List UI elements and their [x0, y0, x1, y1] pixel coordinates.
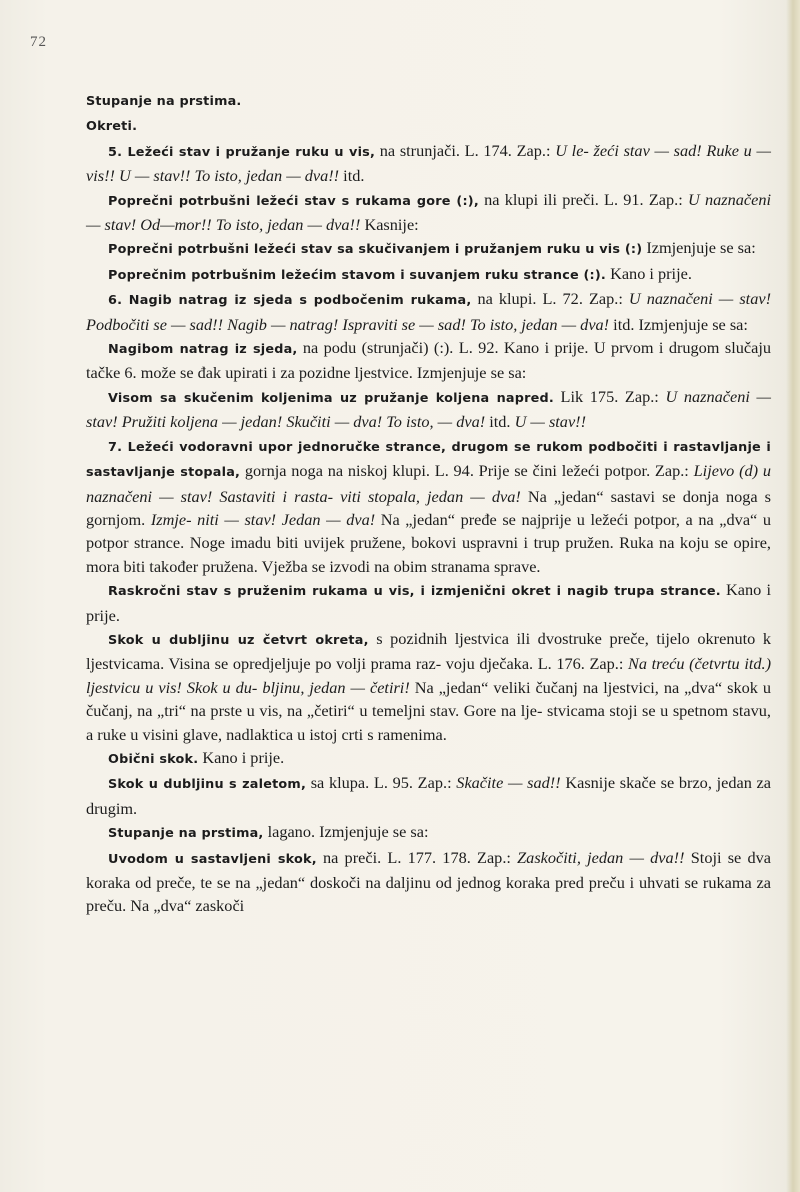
body-text: itd. — [485, 412, 515, 432]
body-text: Kasnije: — [360, 215, 419, 235]
paragraph — [86, 336, 771, 385]
exercise-heading: Visom sa skučenim koljenima uz pružanje koljena napred. — [108, 390, 554, 406]
body-text: sa klupa. L. 95. Zap.: — [306, 773, 457, 793]
exercise-heading: 7. Ležeći vodoravni upor jednoručke strance, drugom se rukom podbočiti i rastavljanje i sastavljanje stopala, — [86, 439, 771, 481]
paragraph — [86, 236, 771, 261]
body-text: Na „jedan“ veliki čučanj na ljestvici, na „dva“ skok u čučanj, na „tri“ na prste u vis, na „četiri“ u temeljni stav. Gore na lje- stvicama stoji se u spetnom stavu, a ruke u visini glave, nadlaktica u istoj crti s ramenima. — [86, 677, 771, 744]
body-text: Kano i prije. — [606, 263, 692, 283]
paragraph — [86, 385, 771, 434]
exercise-heading: Stupanje na prstima, — [108, 826, 264, 842]
body-text: Na „jedan“ pređe se najprije u ležeći potpor, a na „dva“ u potpor strance. Noge imadu biti uvijek pružene, bokovi uspravni i trup pružen. Ruka na koju se opire, mora biti također pružena. Vježba se izvodi na obim stranama sprave. — [86, 509, 771, 576]
paragraph — [86, 771, 771, 820]
exercise-heading: Skok u dubljinu uz četvrt okreta, — [108, 632, 369, 648]
body-text: gornja noga na niskoj klupi. L. 94. Prije se čini ležeći potpor. Zap.: — [240, 461, 694, 481]
body-text: Stoji se dva koraka od preče, te se na „jedan“ doskoči na daljinu od jednog koraka pred preču i uhvati se rukama za preču. Na „dva“ zaskoči — [86, 847, 771, 916]
page-number: 72 — [30, 34, 47, 50]
command-text: U le- žeći stav — sad! Ruke u — vis!! U — stav!! To isto, jedan — dva!! — [86, 140, 771, 186]
paragraph — [86, 820, 771, 845]
paragraph — [86, 846, 771, 918]
exercise-heading: Stupanje na prstima. — [86, 94, 242, 109]
paragraph — [86, 88, 771, 113]
paragraph — [86, 113, 771, 138]
body-text: Lik 175. Zap.: — [553, 386, 666, 406]
body-text: na klupi ili preči. L. 91. Zap.: — [478, 189, 688, 209]
paragraph — [86, 434, 771, 578]
body-text: lagano. Izmjenjuje se sa: — [263, 822, 429, 842]
paragraph — [86, 139, 771, 188]
body-text: na klupi. L. 72. Zap.: — [471, 289, 629, 309]
body-text: na strunjači. L. 174. Zap.: — [375, 140, 556, 160]
exercise-heading: 6. Nagib natrag iz sjeda s podbočenim rukama, — [108, 293, 472, 309]
paragraph — [86, 578, 771, 627]
exercise-heading: Poprečni potrbušni ležeći stav sa skučivanjem i pružanjem ruku u vis (:) — [108, 242, 643, 258]
command-text: Izmje- niti — stav! Jedan — dva! — [150, 509, 376, 529]
paragraph — [86, 627, 771, 746]
exercise-heading: Poprečnim potrbušnim ležećim stavom i suvanjem ruku strance (:). — [108, 267, 606, 283]
command-text: Zaskočiti, jedan — dva!! — [517, 847, 685, 867]
page-edge-shadow — [786, 0, 800, 1192]
body-text: itd. — [339, 166, 365, 186]
body-text: Izmjenjuje se sa: — [642, 238, 756, 258]
body-text: na preči. L. 177. 178. Zap.: — [316, 847, 518, 867]
command-text: Lijevo (d) u naznačeni — stav! Sastaviti i rasta- viti stopala, jedan — dva! — [86, 461, 771, 506]
page-text — [86, 88, 771, 918]
command-text: U naznačeni — stav! Podbočiti se — sad!! Nagib — natrag! Ispraviti se — sad! To isto, jedan — dva! — [86, 289, 771, 334]
paragraph — [86, 287, 771, 336]
exercise-heading: 5. Ležeći stav i pružanje ruku u vis, — [108, 144, 376, 160]
paragraph — [86, 746, 771, 771]
body-text: Na „jedan“ sastavi se donja noga s gornjom. — [86, 486, 772, 529]
body-text: s pozidnih ljestvica ili dvostruke preče, tijelo okrenuto k ljestvicama. Visina se opredjeljuje po volji prama raz- voju dječaka. L. 176. Zap.: — [86, 628, 772, 674]
body-text: Kano i prije. — [86, 580, 772, 625]
command-text: U naznačeni — stav! Od—mor!! To isto, jedan — dva!! — [86, 189, 771, 235]
exercise-heading: Uvodom u sastavljeni skok, — [108, 851, 317, 867]
paragraph — [86, 262, 771, 287]
exercise-heading: Okreti. — [86, 119, 138, 135]
exercise-heading: Skok u dubljinu s zaletom, — [108, 777, 307, 793]
body-text: na podu (strunjači) (:). L. 92. Kano i prije. U prvom i drugom slučaju tačke 6. može se đak upirati i za pozidne ljestvice. Izmjenjuje se sa: — [86, 338, 771, 383]
body-text: itd. Izmjenjuje se sa: — [609, 314, 748, 334]
command-text: U — stav!! — [514, 412, 587, 432]
command-text: U naznačeni — stav! Pružiti koljena — jedan! Skučiti — dva! To isto, — dva! — [86, 386, 771, 432]
command-text: Na treću (četvrtu itd.) ljestvicu u vis! Skok u du- bljinu, jedan — četiri! — [86, 654, 771, 697]
exercise-heading: Obični skok. — [108, 751, 199, 767]
exercise-heading: Poprečni potrbušni ležeći stav s rukama gore (:), — [108, 193, 479, 209]
body-text: Kasnije skače se brzo, jedan za drugim. — [86, 773, 771, 818]
command-text: Skačite — sad!! — [456, 773, 561, 793]
body-text: Kano i prije. — [198, 747, 285, 767]
exercise-heading: Raskročni stav s pruženim rukama u vis, i izmjenični okret i nagib trupa strance. — [108, 584, 721, 600]
paragraph — [86, 188, 771, 237]
exercise-heading: Nagibom natrag iz sjeda, — [108, 342, 298, 358]
